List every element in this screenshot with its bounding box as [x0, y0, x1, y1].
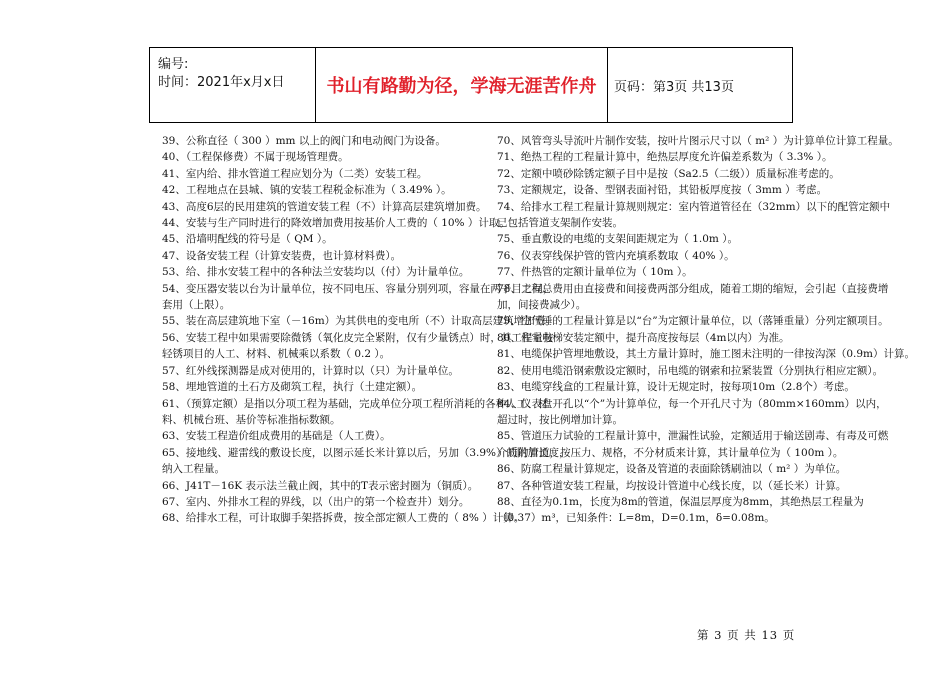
question-line: 纳入工程量。 — [162, 463, 225, 476]
question-line: 61、（预算定额）是指以分项工程为基础，完成单位分项工程所消耗的各种人工、材 — [162, 397, 549, 410]
question-line: 44、安装与生产同时进行的降效增加费用按基价人工费的（ 10% ）计取。 — [162, 217, 510, 230]
question-line: 80、住宅电梯安装定额中，提升高度按每层（4m以内）为准。 — [497, 331, 790, 344]
question-line: 72、定额中喷砂除锈定额子目中是按（Sa2.5（二级））质量标准考虑的。 — [497, 167, 840, 180]
question-line: 料、机械台班、基价等标准指标数额。 — [162, 413, 341, 426]
question-line: 83、电缆穿线盒的工程量计算，设计无规定时，按每项10m（2.8个）考虑。 — [497, 381, 855, 394]
question-line: 85、管道压力试验的工程量计算中，泄漏性试验，定额适用于输送剧毒、有毒及可燃 — [497, 430, 889, 443]
question-line: 42、工程地点在县城、镇的安装工程税金标准为（ 3.49% ）。 — [162, 184, 452, 197]
question-line: 88、直径为0.1m，长度为8m的管道，保温层厚度为8mm，其绝热层工程量为 — [497, 495, 864, 508]
page-header — [149, 47, 793, 123]
question-line: 82、使用电缆沿钢索敷设定额时，吊电缆的钢索和拉紧装置（分别执行相应定额）。 — [497, 364, 884, 377]
question-line: 43、高度6层的民用建筑的管道安装工程（不）计算高层建筑增加费。 — [162, 200, 487, 213]
question-line: 介质的管道，按压力、规格，不分材质来计算，其计量单位为（ 100m ）。 — [497, 446, 844, 459]
question-line: 55、装在高层建筑地下室（－16m）为其供电的变电所（不）计取高层建筑增加费。 — [162, 315, 556, 328]
question-line: 81、电缆保护管埋地敷设，其土方量计算时，施工图未注明的一律按沟深（0.9m）计算。 — [497, 348, 916, 361]
question-line: 76、仪表穿线保护管的管内充填系数取（ 40% ）。 — [497, 249, 735, 262]
question-line: 67、室内、外排水工程的界线，以（出户的第一个检查井）划分。 — [162, 495, 470, 508]
question-line: 70、风管弯头导流叶片制作安装，按叶片图示尺寸以（ m² ）为计算单位计算工程量。 — [497, 135, 899, 147]
question-line: 套用（上限）。 — [162, 299, 231, 312]
question-line: 58、埋地管道的土石方及砌筑工程，执行（土建定额）。 — [162, 381, 423, 394]
question-line: 47、设备安装工程（计算安装费，也计算材料费）。 — [162, 249, 402, 262]
right-column — [497, 133, 919, 527]
question-line: 87、各种管道安装工程量，均按设计管道中心线长度，以（延长米）计算。 — [497, 479, 847, 492]
page-footer: 第 3 页 共 13 页 — [697, 628, 796, 642]
question-line: 41、室内给、排水管道工程应划分为（二类）安装工程。 — [162, 167, 428, 180]
question-line: 86、防腐工程量计算规定，设备及管道的表面除锈刷油以（ m² ）为单位。 — [497, 463, 847, 476]
question-line: 71、绝热工程的工程量计算中，绝热层厚度允许偏差系数为（ 3.3% ）。 — [497, 151, 833, 164]
question-line: 轻锈项目的人工、材料、机械乘以系数（ 0.2 ）。 — [162, 348, 391, 361]
question-line: 超过时，按比例增加计算。 — [497, 413, 623, 426]
question-line: 77、件热管的定额计量单位为（ 10m ）。 — [497, 266, 693, 279]
question-line: 73、定额规定，设备、型钢表面衬铅，其铅板厚度按（ 3mm ）考虑。 — [497, 184, 828, 197]
document-number-label: 编号: — [158, 57, 189, 72]
question-line: 56、安装工程中如果需要除微锈（氧化皮完全紧附，仅有少量锈点）时，其工程量按 — [162, 331, 554, 344]
question-line: 53、给、排水安装工程中的各种法兰安装均以（付）为计量单位。 — [162, 266, 470, 279]
question-line: 79、空气锤的工程量计算是以“台”为定额计量单位，以（落锤重量）分列定额项目。 — [497, 315, 889, 328]
question-line: 75、垂直敷设的电缆的支架间距规定为（ 1.0m ）。 — [497, 233, 738, 246]
question-line: 68、给排水工程，可计取脚手架搭拆费，按全部定额人工费的（ 8% ）计算。 — [162, 512, 525, 525]
question-line: 74、给排水工程工程量计算规则规定：室内管道管径在（32mm）以下的配管定额中 — [497, 200, 891, 213]
question-line: 66、J41T－16K 表示法兰截止阀，其中的T表示密封圈为（铜质）。 — [162, 479, 479, 492]
header-meta — [150, 48, 316, 122]
question-line: 加，间接费减少）。 — [497, 299, 587, 312]
header-page-number: 页码：第3页 共13页 — [614, 79, 734, 95]
question-line: 84、仪表盘开孔以“个”为计算单位，每一个开孔尺寸为（80mm×160mm）以内， — [497, 397, 887, 410]
question-line: 39、公称直径（ 300 ）mm 以上的阀门和电动阀门为设备。 — [162, 135, 446, 147]
document-date: 时间：2021年x月x日 — [158, 75, 285, 90]
question-line: 45、沿墙明配线的符号是（ QM ）。 — [162, 233, 333, 246]
question-line: 65、接地线、避雷线的敷设长度，以图示延长米计算以后，另加（3.9%）的附加长度， — [162, 446, 570, 459]
question-line: 54、变压器安装以台为计量单位，按不同电压、容量分别列项，容量在两子目之间， — [162, 282, 554, 295]
question-line: （0.37）m³，已知条件：L=8m，D=0.1m，δ=0.08m。 — [497, 512, 775, 525]
question-line: 40、（工程保修费）不属于现场管理费。 — [162, 151, 349, 164]
question-line: 57、红外线探测器是成对使用的，计算时以（只）为计量单位。 — [162, 364, 459, 377]
question-line: 78、工程总费用由直接费和间接费两部分组成，随着工期的缩短，会引起（直接费增 — [497, 282, 889, 295]
header-motto: 书山有路勤为径，学海无涯苦作舟 — [316, 48, 608, 122]
question-line: 已包括管道支架制作安装。 — [497, 217, 623, 230]
question-line: 63、安装工程造价组成费用的基础是（人工费）。 — [162, 430, 391, 443]
